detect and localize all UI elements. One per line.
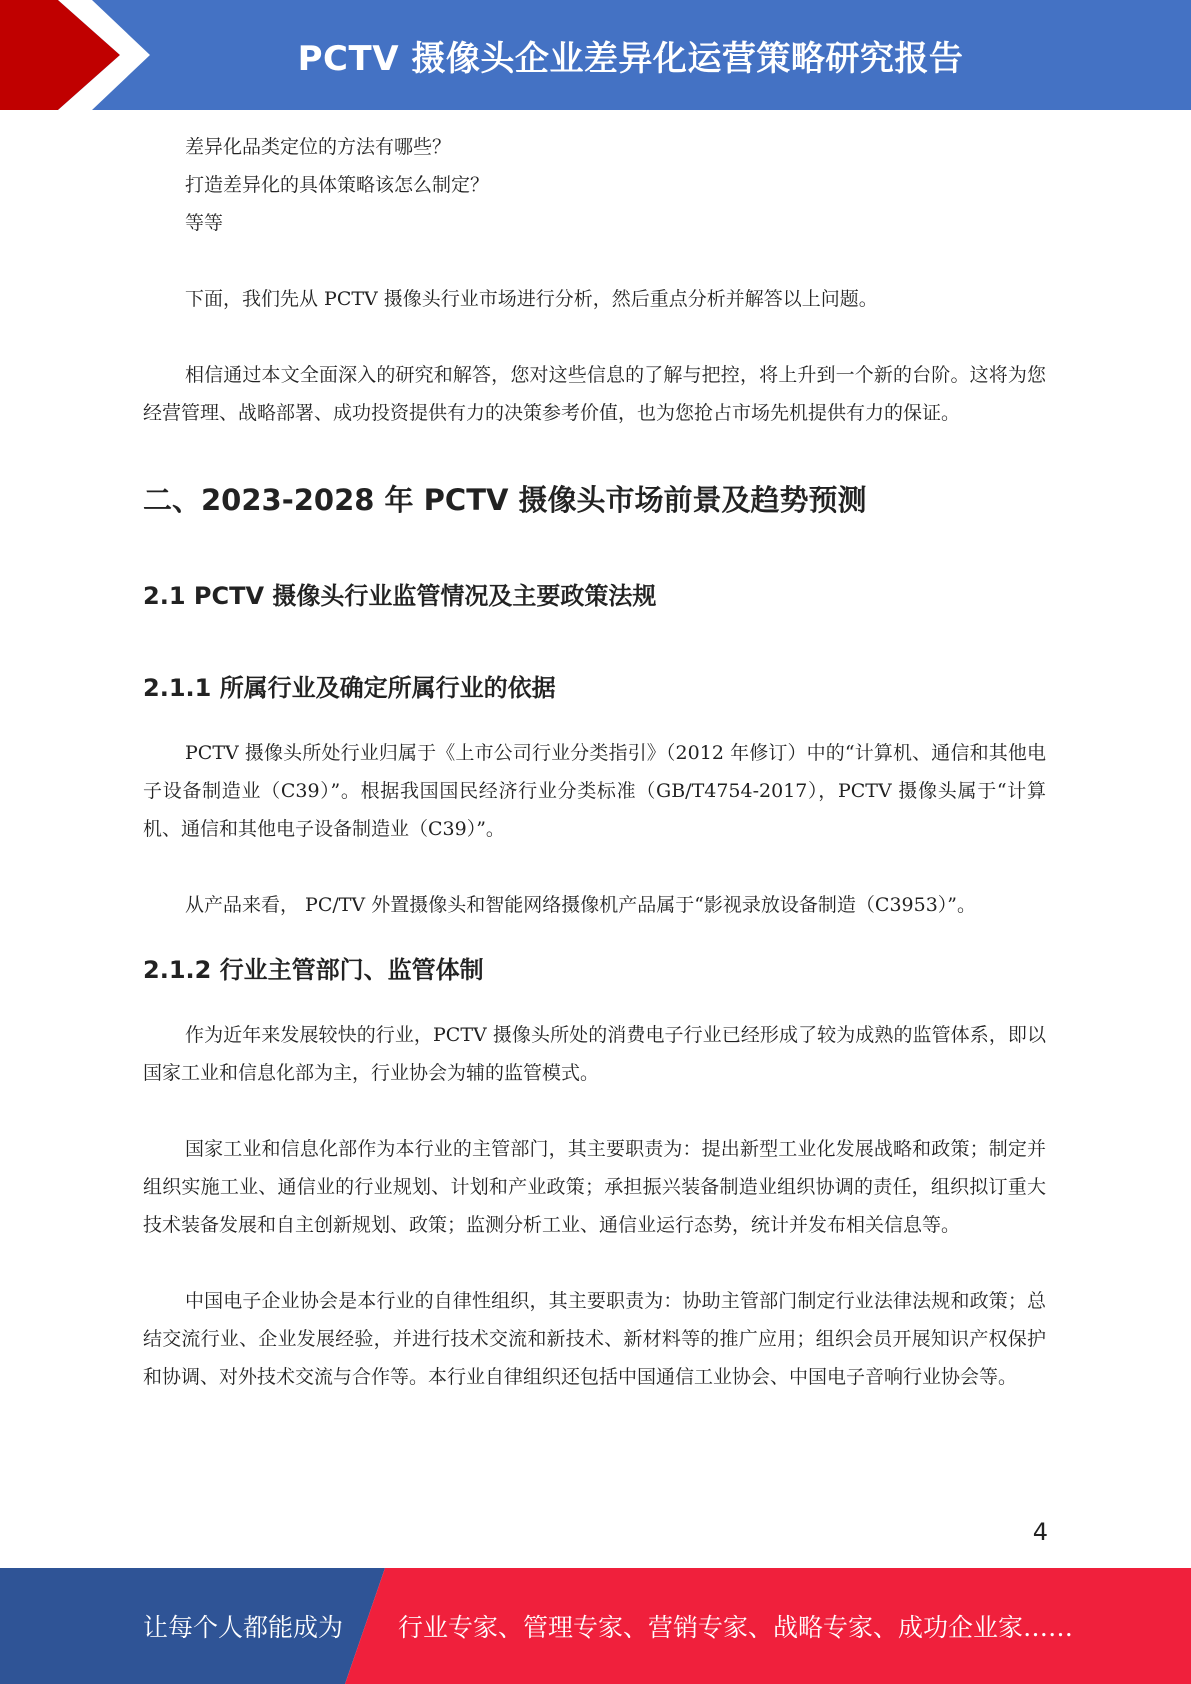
question-etc: 等等 xyxy=(185,212,224,234)
question-1: 差异化品类定位的方法有哪些？ xyxy=(185,136,452,158)
section-2-heading: 二、2023-2028 年 PCTV 摄像头市场前景及趋势预测 xyxy=(143,483,867,517)
section-2-1-2-paragraph-1: 作为近年来发展较快的行业，PCTV 摄像头所处的消费电子行业已经形成了较为成熟的监管体系，即以国家工业和信息化部为主，行业协会为辅的监管模式。 xyxy=(143,1024,1046,1084)
intro-paragraph: 下面，我们先从 PCTV 摄像头行业市场进行分析，然后重点分析并解答以上问题。 xyxy=(185,288,878,310)
footer-slogan-left: 让每个人都能成为 xyxy=(143,1613,344,1642)
section-2-1-heading: 2.1 PCTV 摄像头行业监管情况及主要政策法规 xyxy=(143,582,657,610)
page-content xyxy=(143,128,1046,1396)
page-number: 4 xyxy=(1032,1518,1048,1546)
question-2: 打造差异化的具体策略该怎么制定？ xyxy=(185,174,490,196)
belief-paragraph: 相信通过本文全面深入的研究和解答，您对这些信息的了解与把控，将上升到一个新的台阶。这将为您经营管理、战略部署、成功投资提供有力的决策参考价值，也为您抢占市场先机提供有力的保证。 xyxy=(143,364,1046,424)
report-title: PCTV 摄像头企业差异化运营策略研究报告 xyxy=(297,38,964,79)
section-2-1-2-paragraph-2: 国家工业和信息化部作为本行业的主管部门，其主要职责为：提出新型工业化发展战略和政策；制定并组织实施工业、通信业的行业规划、计划和产业政策；承担振兴装备制造业组织协调的责任，组织拟订重大技术装备发展和自主创新规划、政策；监测分析工业、通信业运行态势，统计并发布相关信息等。 xyxy=(143,1138,1046,1236)
section-2-1-2-heading: 2.1.2 行业主管部门、监管体制 xyxy=(143,956,484,984)
section-2-1-1-paragraph-2: 从产品来看， PC/TV 外置摄像头和智能网络摄像机产品属于“影视录放设备制造（C3953）”。 xyxy=(185,894,977,916)
section-2-1-2-paragraph-3: 中国电子企业协会是本行业的自律性组织，其主要职责为：协助主管部门制定行业法律法规和政策；总结交流行业、企业发展经验，并进行技术交流和新技术、新材料等的推广应用；组织会员开展知识产权保护和协调、对外技术交流与合作等。本行业自律组织还包括中国通信工业协会、中国电子音响行业协会等。 xyxy=(143,1290,1046,1388)
footer-slogan-right: 行业专家、管理专家、营销专家、战略专家、成功企业家…… xyxy=(398,1613,1074,1642)
section-2-1-1-heading: 2.1.1 所属行业及确定所属行业的依据 xyxy=(143,674,556,702)
page-footer xyxy=(0,1568,1191,1684)
section-2-1-1-paragraph-1: PCTV 摄像头所处行业归属于《上市公司行业分类指引》（2012 年修订）中的“计算机、通信和其他电子设备制造业（C39）”。根据我国国民经济行业分类标准（GB/T4754-2017），PCTV 摄像头属于“计算机、通信和其他电子设备制造业（C39）”。 xyxy=(143,742,1046,840)
page-header xyxy=(0,0,1191,110)
